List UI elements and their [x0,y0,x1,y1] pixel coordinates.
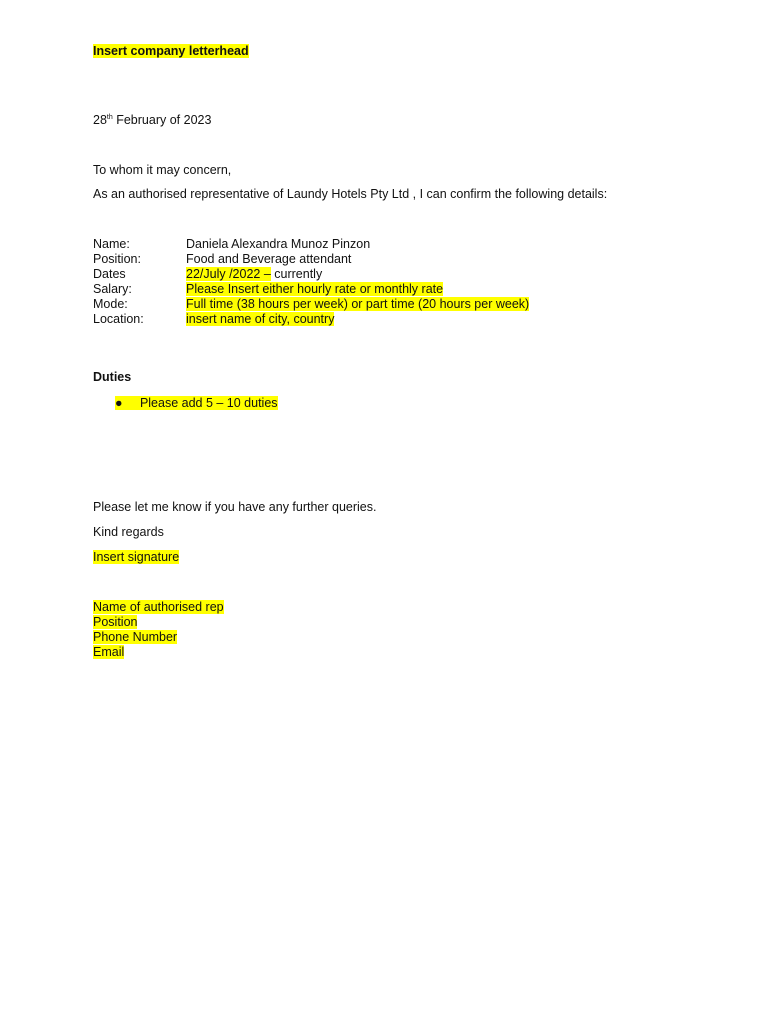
detail-row-name: Name: Daniela Alexandra Munoz Pinzon [93,237,371,251]
duty-item: ● Please add 5 – 10 duties [115,396,278,410]
signoff-email: Email [93,645,125,659]
closing-text: Please let me know if you have any further queries. [93,500,377,514]
duties-heading: Duties [93,370,132,384]
detail-row-salary: Salary: Please Insert either hourly rate or monthly rate [93,282,444,296]
signature-placeholder: Insert signature [93,550,180,564]
signoff-name: Name of authorised rep [93,600,224,614]
letter-date: 28th February of 2023 [93,113,212,127]
signoff-position: Position [93,615,138,629]
intro-text: As an authorised representative of Laundy Hotels Pty Ltd , I can confirm the following details: [93,187,608,201]
detail-row-dates: Dates 22/July /2022 – currently [93,267,323,281]
bullet-icon: ● [115,396,123,410]
salutation: To whom it may concern, [93,163,232,177]
letterhead-placeholder: Insert company letterhead [93,44,249,58]
detail-row-mode: Mode: Full time (38 hours per week) or part time (20 hours per week) [93,297,530,311]
detail-row-position: Position: Food and Beverage attendant [93,252,352,266]
detail-row-location: Location: insert name of city, country [93,312,335,326]
signoff-phone: Phone Number [93,630,178,644]
regards-text: Kind regards [93,525,164,539]
